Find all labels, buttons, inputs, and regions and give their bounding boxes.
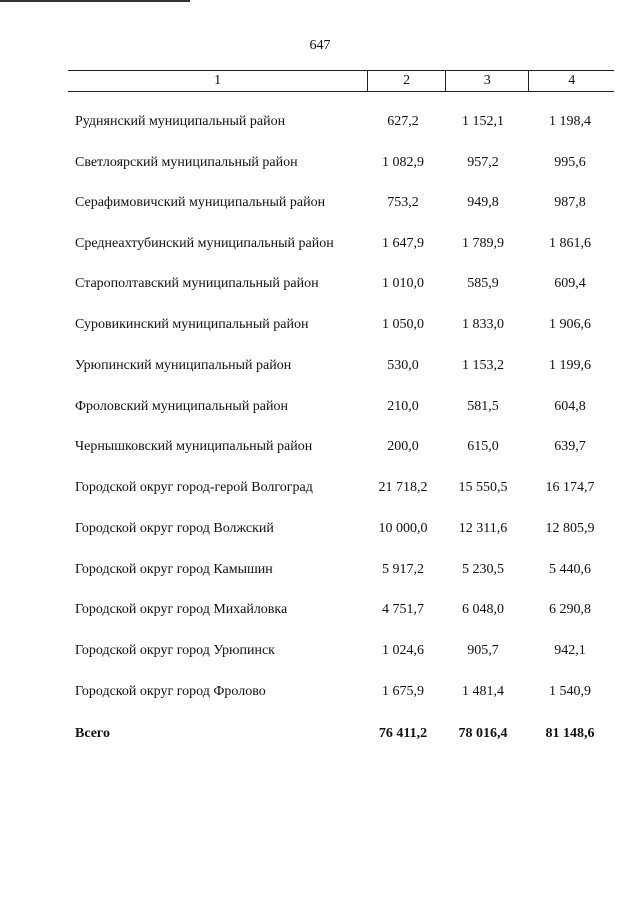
data-table — [68, 70, 614, 92]
row-name: Старополтавский муниципальный район — [75, 276, 319, 291]
row-value-2: 753,2 — [387, 195, 419, 210]
row-value-3: 1 152,1 — [462, 114, 504, 129]
row-value-4: 12 805,9 — [545, 521, 595, 536]
row-value-3: 5 230,5 — [462, 562, 504, 577]
table-row — [0, 356, 640, 376]
row-value-4: 639,7 — [554, 439, 586, 454]
total-value-4: 81 148,6 — [545, 726, 595, 741]
row-name: Серафимовичский муниципальный район — [75, 195, 326, 210]
row-value-4: 1 540,9 — [549, 684, 591, 699]
table-header — [68, 70, 614, 92]
table-row — [0, 112, 640, 132]
row-value-3: 957,2 — [467, 155, 499, 170]
table-row — [0, 315, 640, 335]
row-value-4: 604,8 — [554, 399, 586, 414]
row-value-3: 585,9 — [467, 276, 499, 291]
total-label: Всего — [75, 726, 110, 741]
row-value-2: 627,2 — [387, 114, 419, 129]
row-value-4: 995,6 — [554, 155, 586, 170]
row-value-2: 5 917,2 — [382, 562, 424, 577]
row-value-3: 6 048,0 — [462, 602, 504, 617]
table-row — [0, 437, 640, 457]
row-name: Руднянский муниципальный район — [75, 114, 286, 129]
row-name: Урюпинский муниципальный район — [75, 358, 292, 373]
row-value-2: 1 010,0 — [382, 276, 424, 291]
top-rule — [0, 0, 190, 2]
row-value-4: 1 906,6 — [549, 317, 591, 332]
row-value-3: 1 153,2 — [462, 358, 504, 373]
row-value-3: 615,0 — [467, 439, 499, 454]
row-value-2: 200,0 — [387, 439, 419, 454]
row-value-2: 4 751,7 — [382, 602, 424, 617]
row-value-3: 1 789,9 — [462, 236, 504, 251]
row-value-3: 1 481,4 — [462, 684, 504, 699]
table-row — [0, 641, 640, 661]
table-row — [0, 519, 640, 539]
table-row — [0, 600, 640, 620]
total-value-2: 76 411,2 — [378, 726, 428, 741]
row-value-2: 210,0 — [387, 399, 419, 414]
total-value-3: 78 016,4 — [458, 726, 508, 741]
row-value-3: 12 311,6 — [458, 521, 508, 536]
row-value-4: 1 199,6 — [549, 358, 591, 373]
row-value-3: 1 833,0 — [462, 317, 504, 332]
column-header-2: 2 — [368, 71, 446, 91]
row-name: Городской округ город Волжский — [75, 521, 274, 536]
row-value-4: 1 861,6 — [549, 236, 591, 251]
column-header-4: 4 — [568, 73, 576, 88]
table-row — [0, 560, 640, 580]
row-value-4: 16 174,7 — [545, 480, 595, 495]
column-header-1: 1 — [68, 71, 368, 91]
row-value-2: 10 000,0 — [378, 521, 428, 536]
row-value-2: 1 050,0 — [382, 317, 424, 332]
row-name: Городской округ город-герой Волгоград — [75, 480, 313, 495]
row-name: Городской округ город Урюпинск — [75, 643, 275, 658]
table-row — [0, 274, 640, 294]
row-name: Городской округ город Фролово — [75, 684, 266, 699]
page-number: 647 — [309, 38, 331, 53]
row-value-4: 942,1 — [554, 643, 586, 658]
row-name: Фроловский муниципальный район — [75, 399, 289, 414]
column-header-3: 3 — [446, 71, 530, 91]
row-value-2: 1 024,6 — [382, 643, 424, 658]
row-name: Городской округ город Михайловка — [75, 602, 288, 617]
row-value-2: 530,0 — [387, 358, 419, 373]
row-value-3: 15 550,5 — [458, 480, 508, 495]
row-value-2: 1 082,9 — [382, 155, 424, 170]
row-value-2: 21 718,2 — [378, 480, 428, 495]
row-name: Светлоярский муниципальный район — [75, 155, 298, 170]
table-row — [0, 682, 640, 702]
row-value-2: 1 675,9 — [382, 684, 424, 699]
row-value-3: 949,8 — [467, 195, 499, 210]
row-value-4: 609,4 — [554, 276, 586, 291]
row-value-3: 581,5 — [467, 399, 499, 414]
total-row — [0, 724, 640, 744]
row-value-3: 905,7 — [467, 643, 499, 658]
row-value-4: 5 440,6 — [549, 562, 591, 577]
row-value-4: 6 290,8 — [549, 602, 591, 617]
row-value-4: 987,8 — [554, 195, 586, 210]
row-name: Чернышковский муниципальный район — [75, 439, 313, 454]
row-name: Среднеахтубинский муниципальный район — [75, 236, 334, 251]
table-row — [0, 234, 640, 254]
table-row — [0, 153, 640, 173]
table-row — [0, 397, 640, 417]
table-row — [0, 193, 640, 213]
table-row — [0, 478, 640, 498]
row-value-4: 1 198,4 — [549, 114, 591, 129]
row-name: Городской округ город Камышин — [75, 562, 273, 577]
row-value-2: 1 647,9 — [382, 236, 424, 251]
row-name: Суровикинский муниципальный район — [75, 317, 309, 332]
